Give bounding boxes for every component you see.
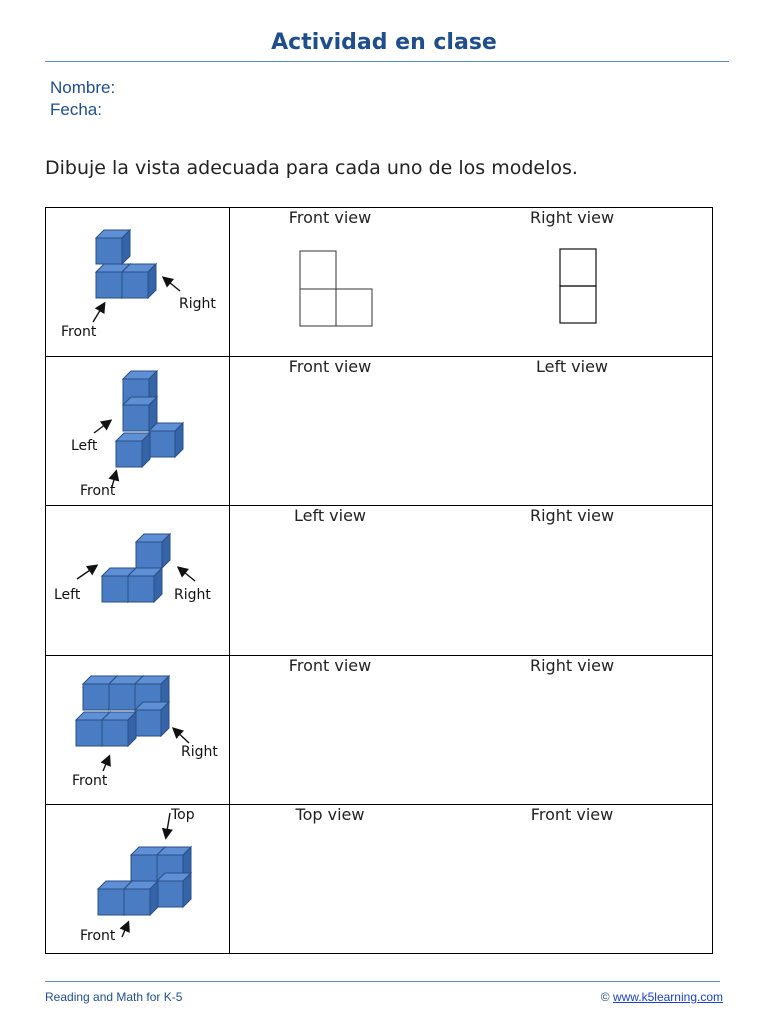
table-row bbox=[46, 506, 713, 655]
cube-stack bbox=[98, 847, 191, 915]
example-drawing bbox=[230, 208, 714, 356]
cube-model-1 bbox=[46, 208, 229, 356]
view-label: Top view bbox=[295, 804, 365, 824]
view-label: Right view bbox=[529, 208, 615, 227]
arrow-icon bbox=[174, 729, 189, 743]
answer-cell bbox=[230, 804, 713, 953]
answer-cell bbox=[230, 506, 713, 655]
direction-label: Right bbox=[181, 743, 218, 760]
cube-stack bbox=[116, 371, 183, 467]
arrow-icon bbox=[93, 304, 104, 322]
arrow-icon bbox=[122, 923, 128, 937]
table-row bbox=[46, 655, 713, 804]
direction-label: Front bbox=[80, 927, 116, 944]
copyright-symbol: © bbox=[600, 990, 610, 1004]
website-link[interactable]: www.k5learning.com bbox=[612, 990, 723, 1004]
model-cell bbox=[46, 804, 230, 953]
direction-label: Front bbox=[80, 483, 116, 500]
table-row bbox=[46, 208, 713, 357]
instructions: Dibuje la vista adecuada para cada uno de los modelos. bbox=[45, 157, 578, 179]
arrow-icon bbox=[166, 813, 170, 837]
view-label: Right view bbox=[529, 655, 615, 675]
model-cell bbox=[46, 208, 230, 357]
model-cell bbox=[46, 357, 230, 506]
view-label: Right view bbox=[529, 506, 615, 526]
direction-label: Front bbox=[72, 772, 108, 789]
model-cell bbox=[46, 506, 230, 655]
direction-label: Left bbox=[71, 438, 98, 455]
footer-tagline: Reading and Math for K-5 bbox=[45, 990, 183, 1004]
cube-model-3 bbox=[46, 506, 229, 654]
arrow-icon bbox=[179, 568, 195, 581]
view-label: Front view bbox=[530, 804, 614, 824]
footer-copyright bbox=[601, 990, 723, 1004]
arrow-icon bbox=[94, 421, 110, 433]
view-label: Front view bbox=[288, 208, 372, 227]
arrow-icon bbox=[77, 566, 96, 579]
name-label: Nombre: bbox=[50, 78, 116, 97]
title-divider bbox=[45, 61, 729, 62]
model-cell bbox=[46, 655, 230, 804]
view-label: Front view bbox=[288, 655, 372, 675]
cube-stack bbox=[96, 230, 156, 298]
answer-cell bbox=[230, 208, 713, 357]
answer-cell bbox=[230, 357, 713, 506]
answer-cell bbox=[230, 655, 713, 804]
page-title: Actividad en clase bbox=[271, 30, 497, 55]
date-label: Fecha: bbox=[50, 100, 102, 119]
view-label: Left view bbox=[535, 357, 609, 377]
cube-model-5 bbox=[46, 805, 229, 953]
cube-stack bbox=[102, 534, 170, 602]
direction-label: Right bbox=[179, 296, 216, 312]
cube-stack bbox=[76, 676, 169, 746]
table-row bbox=[46, 357, 713, 506]
direction-label: Right bbox=[174, 587, 211, 604]
view-label: Front view bbox=[288, 357, 372, 377]
direction-label: Left bbox=[54, 587, 81, 604]
arrow-icon bbox=[164, 278, 180, 291]
view-label: Left view bbox=[293, 506, 367, 526]
arrow-icon bbox=[103, 757, 109, 771]
worksheet-table bbox=[45, 207, 713, 954]
table-row bbox=[46, 804, 713, 953]
cube-model-2 bbox=[46, 357, 229, 505]
footer-divider bbox=[45, 981, 720, 982]
direction-label: Front bbox=[61, 324, 97, 340]
cube-model-4 bbox=[46, 656, 229, 804]
direction-label: Top bbox=[171, 806, 195, 823]
